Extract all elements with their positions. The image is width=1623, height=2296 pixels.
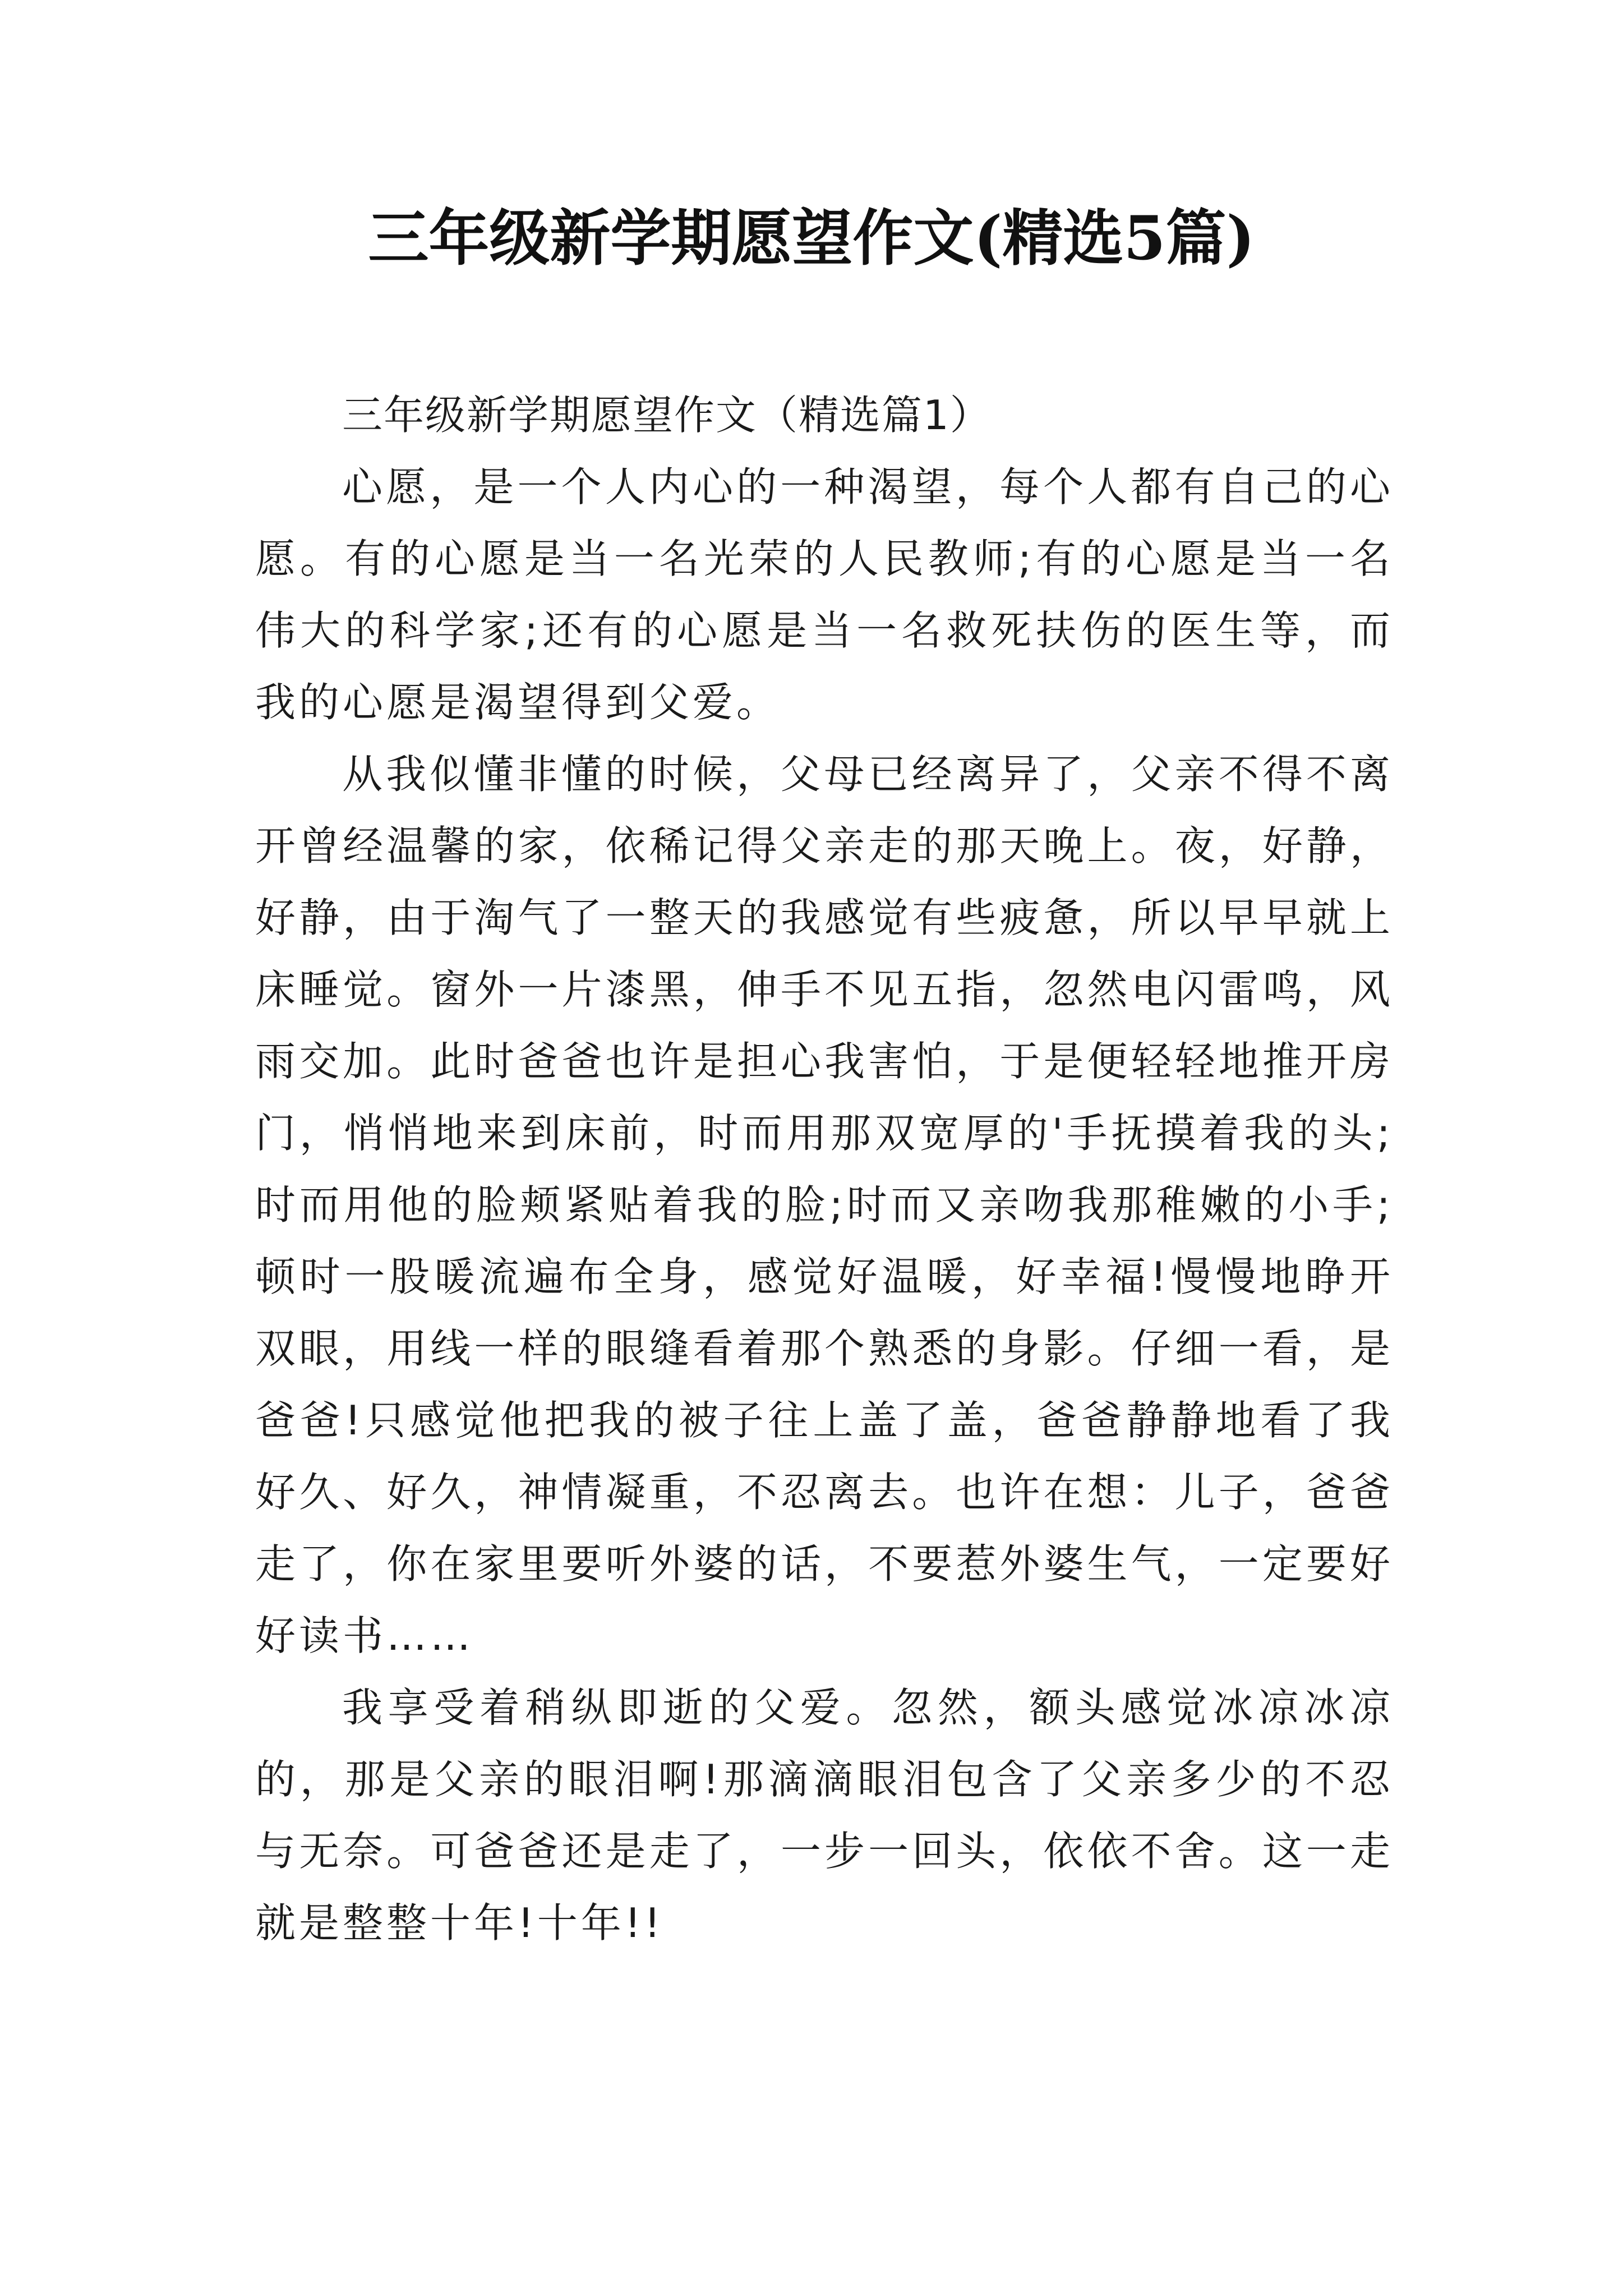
paragraph-1: 心愿，是一个人内心的一种渴望，每个人都有自己的心愿。有的心愿是当一名光荣的人民教师;有的心愿是当一名伟大的科学家;还有的心愿是当一名救死扶伤的医生等，而我的心愿是渴望得到父爱。	[255, 463, 1394, 726]
paragraph-3: 我享受着稍纵即逝的父爱。忽然，额头感觉冰凉冰凉的，那是父亲的眼泪啊!那滴滴眼泪包含了父亲多少的不忍与无奈。可爸爸还是走了，一步一回头，依依不舍。这一走就是整整十年!十年!!	[255, 1684, 1394, 1947]
document-body	[255, 379, 1394, 1959]
document-title: 三年级新学期愿望作文(精选5篇)	[368, 203, 1255, 274]
paragraph-2: 从我似懂非懂的时候，父母已经离异了，父亲不得不离开曾经温馨的家，依稀记得父亲走的那天晚上。夜，好静，好静，由于淘气了一整天的我感觉有些疲惫，所以早早就上床睡觉。窗外一片漆黑，伸手不见五指，忽然电闪雷鸣，风雨交加。此时爸爸也许是担心我害怕，于是便轻轻地推开房门，悄悄地来到床前，时而用那双宽厚的'手抚摸着我的头;时而用他的脸颊紧贴着我的脸;时而又亲吻我那稚嫩的小手;顿时一股暖流遍布全身，感觉好温暖，好幸福!慢慢地睁开双眼，用线一样的眼缝看着那个熟悉的身影。仔细一看，是爸爸!只感觉他把我的被子往上盖了盖，爸爸静静地看了我好久、好久，神情凝重，不忍离去。也许在想：儿子，爸爸走了，你在家里要听外婆的话，不要惹外婆生气，一定要好好读书……	[255, 751, 1394, 1659]
section-subtitle: 三年级新学期愿望作文（精选篇1）	[342, 392, 992, 439]
